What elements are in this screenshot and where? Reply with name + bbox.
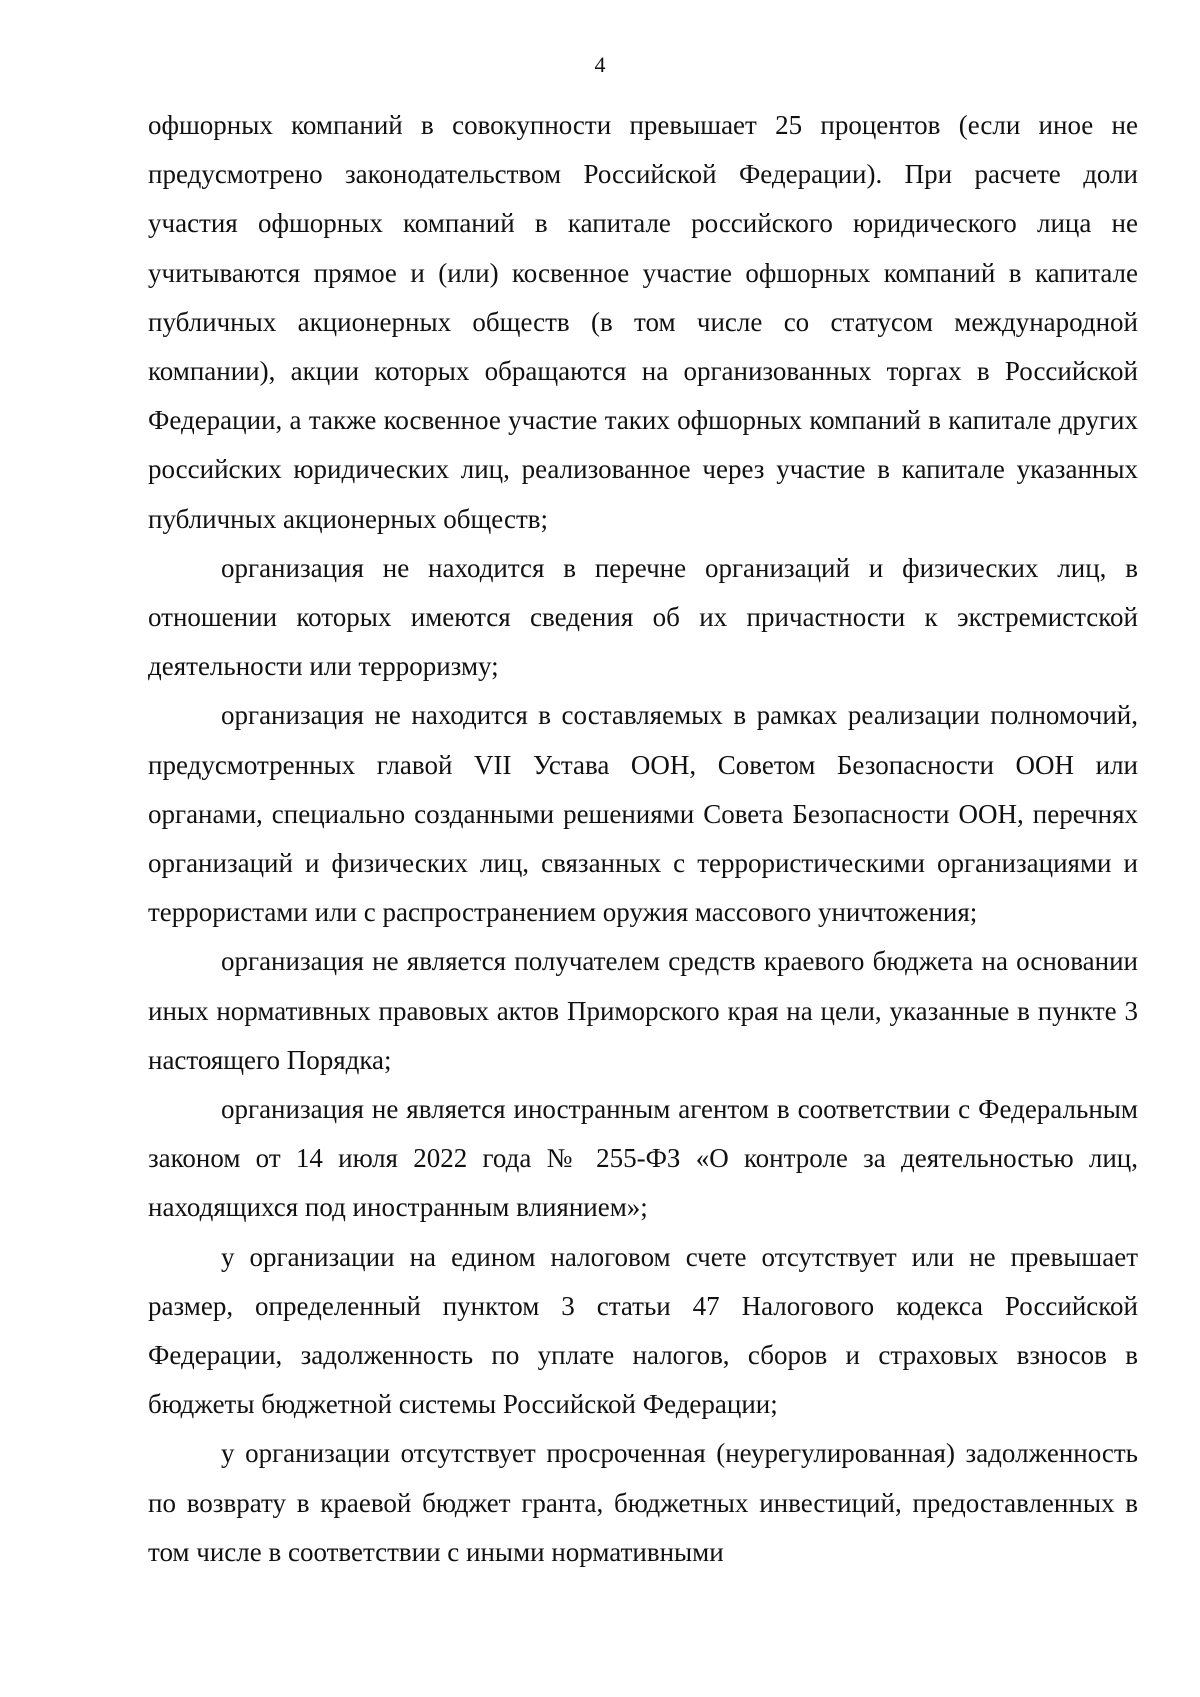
- paragraph-regional-budget-recipient: организация не является получателем средств краевого бюджета на основании иных нормативных правовых актов Приморского края на цели, указанные в пункте 3 настоящего Порядка;: [148, 946, 1138, 1075]
- paragraph-un-security-council-list: организация не находится в составляемых в рамках реализации полномочий, предусмотренных главой VII Устава ООН, Советом Безопасности ООН или органами, специально созданными решениями Совета Безопасности ООН, перечнях организаций и физических лиц, связанных с террористическими организациями и террористами или с распространением оружия массового уничтожения;: [148, 700, 1138, 928]
- paragraph-overdue-debt: у организации отсутствует просроченная (неурегулированная) задолженность по возврату в краевой бюджет гранта, бюджетных инвестиций, предоставленных в том числе в соответствии с иными нормативными: [148, 1438, 1138, 1567]
- paragraph-foreign-agent: организация не является иностранным агентом в соответствии с Федеральным законом от 14 июля 2022 года № 255-ФЗ «О контроле за деятельностью лиц, находящихся под иностранным влиянием»;: [148, 1094, 1138, 1223]
- document-body: [148, 101, 1138, 1577]
- page-number: 4: [594, 52, 606, 77]
- paragraph-tax-debt: у организации на едином налоговом счете отсутствует или не превышает размер, определенный пунктом 3 статьи 47 Налогового кодекса Российской Федерации, задолженность по уплате налогов, сборов и страховых взносов в бюджеты бюджетной системы Российской Федерации;: [148, 1241, 1138, 1420]
- paragraph-offshore-share: офшорных компаний в совокупности превышает 25 процентов (если иное не предусмотрено законодательством Российской Федерации). При расчете доли участия офшорных компаний в капитале российского юридического лица не учитываются прямое и (или) косвенное участие офшорных компаний в капитале публичных акционерных обществ (в том числе со статусом международной компании), акции которых обращаются на организованных торгах в Российской Федерации, а также косвенное участие таких офшорных компаний в капитале других российских юридических лиц, реализованное через участие в капитале указанных публичных акционерных обществ;: [148, 110, 1138, 534]
- paragraph-extremism-list: организация не находится в перечне организаций и физических лиц, в отношении которых имеются сведения об их причастности к экстремистской деятельности или терроризму;: [148, 552, 1138, 682]
